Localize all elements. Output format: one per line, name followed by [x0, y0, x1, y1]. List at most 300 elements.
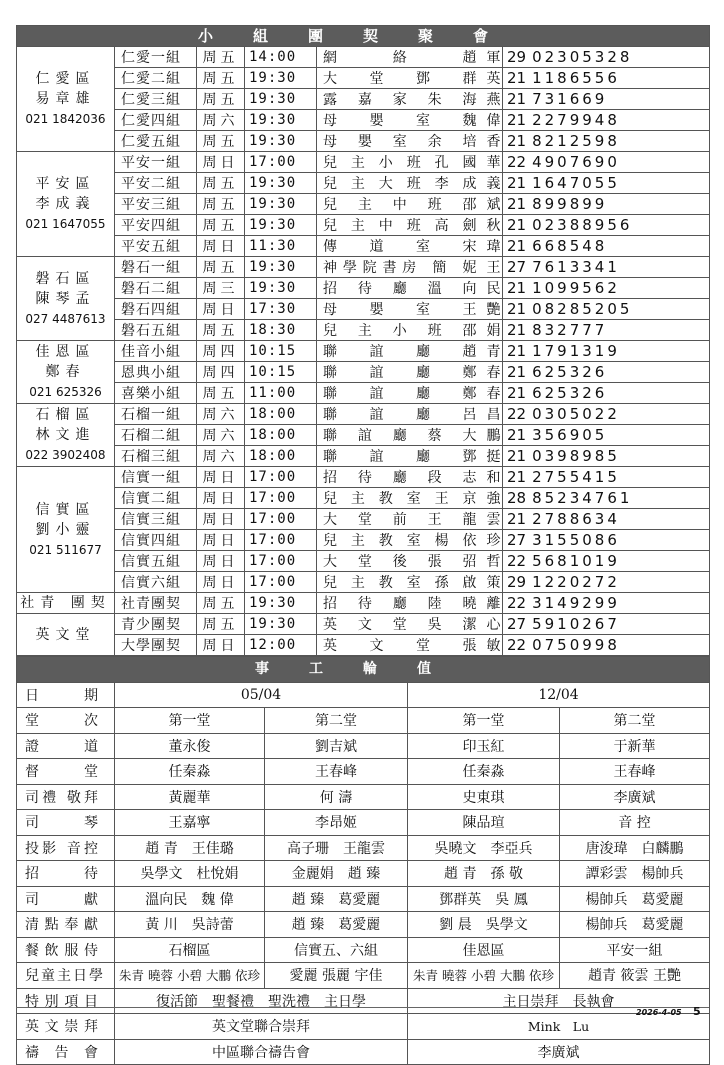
- duty-label: 司琴: [17, 810, 115, 836]
- group-contact: 斌: [483, 194, 503, 215]
- group-name: 磐石五組: [115, 320, 197, 341]
- phone-prefix: 21: [507, 279, 527, 297]
- group-place: 聯 誼 廳 趙: [317, 341, 483, 362]
- phone-number: 1647055: [532, 174, 620, 192]
- group-row: [17, 551, 710, 572]
- group-time: 17:00: [245, 530, 317, 551]
- district-title: 社青 團契: [20, 595, 111, 611]
- group-contact: 鵬: [483, 425, 503, 446]
- group-name: 信實六組: [115, 572, 197, 593]
- bulletin-page: [16, 25, 709, 1065]
- phone-number: 2755415: [532, 468, 620, 486]
- group-time: 19:30: [245, 257, 317, 278]
- group-contact: 英: [483, 68, 503, 89]
- duty-prayer-row: [17, 1039, 710, 1065]
- duty-cell: 佳恩區: [408, 937, 560, 963]
- group-place: 聯 誼 廳 蔡 大: [317, 425, 483, 446]
- group-place: 聯 誼 廳 鄭: [317, 362, 483, 383]
- duty-row: [17, 937, 710, 963]
- district-cell: [17, 257, 115, 341]
- group-place: 母 嬰 室 王: [317, 299, 483, 320]
- duty-label: 清點奉獻: [17, 912, 115, 938]
- phone-prefix: 21: [507, 195, 527, 213]
- group-place: 兒 主 中 班 邵: [317, 194, 483, 215]
- group-name: 仁愛二組: [115, 68, 197, 89]
- phone-number: 2279948: [532, 111, 620, 129]
- footer-rule: [16, 1007, 709, 1008]
- group-phone: [503, 257, 710, 278]
- group-contact: 昌: [483, 404, 503, 425]
- group-row: [17, 68, 710, 89]
- district-phone: 027 4487613: [25, 311, 106, 326]
- groups-header: 小組團契聚會: [17, 26, 710, 47]
- duty-cell: 李廣斌: [560, 784, 710, 810]
- group-row: [17, 488, 710, 509]
- phone-prefix: 27: [507, 531, 527, 549]
- group-name: 仁愛一組: [115, 47, 197, 68]
- group-day: 周日: [197, 551, 245, 572]
- group-day: 周日: [197, 236, 245, 257]
- group-row: [17, 131, 710, 152]
- duty-cell: 趙 青 王佳璐: [115, 835, 265, 861]
- group-day: 周日: [197, 299, 245, 320]
- phone-number: 625326: [532, 384, 608, 402]
- phone-number: 899899: [532, 195, 608, 213]
- duty-cell: 趙青 筱雲 王艷: [560, 963, 710, 989]
- duty-row: [17, 861, 710, 887]
- group-time: 17:00: [245, 152, 317, 173]
- group-time: 19:30: [245, 614, 317, 635]
- group-phone: [503, 341, 710, 362]
- group-contact: 敏: [483, 635, 503, 656]
- group-name: 大學團契: [115, 635, 197, 656]
- group-time: 17:00: [245, 467, 317, 488]
- phone-prefix: 21: [507, 174, 527, 192]
- group-phone: [503, 215, 710, 236]
- district-title: 石榴區: [35, 407, 96, 423]
- district-cell: [17, 47, 115, 152]
- duty-cell: 任秦淼: [115, 759, 265, 785]
- phone-number: 02305328: [532, 48, 633, 66]
- group-name: 平安一組: [115, 152, 197, 173]
- group-day: 周六: [197, 404, 245, 425]
- group-name: 磐石一組: [115, 257, 197, 278]
- phone-prefix: 21: [507, 90, 527, 108]
- duty-cell: 于新華: [560, 733, 710, 759]
- group-place: 兒 主 教 室 王 京: [317, 488, 483, 509]
- english-label: 英文崇拜: [17, 1014, 115, 1040]
- phone-number: 85234761: [532, 489, 633, 507]
- district-leader: 易章雄: [35, 91, 96, 107]
- district-leader: 李成義: [35, 196, 96, 212]
- group-name: 恩典小組: [115, 362, 197, 383]
- duty-cell: 音 控: [560, 810, 710, 836]
- duty-cell: 印玉紅: [408, 733, 560, 759]
- duty-label: 餐飲服侍: [17, 937, 115, 963]
- group-phone: [503, 362, 710, 383]
- group-phone: [503, 593, 710, 614]
- duty-label: 司禮 敬拜: [17, 784, 115, 810]
- duty-cell: 劉 晨 吳學文: [408, 912, 560, 938]
- group-row: [17, 341, 710, 362]
- group-name: 平安四組: [115, 215, 197, 236]
- phone-prefix: 21: [507, 216, 527, 234]
- group-contact: 雲: [483, 509, 503, 530]
- duty-cell: 楊帥兵 葛愛麗: [560, 886, 710, 912]
- duty-cell: 史東琪: [408, 784, 560, 810]
- group-contact: 偉: [483, 110, 503, 131]
- group-contact: 策: [483, 572, 503, 593]
- group-time: 11:00: [245, 383, 317, 404]
- duty-header: 事工輪值: [17, 657, 710, 683]
- group-time: 19:30: [245, 110, 317, 131]
- page-number: 5: [693, 1005, 701, 1018]
- group-phone: [503, 446, 710, 467]
- date-1: 05/04: [115, 682, 408, 708]
- group-day: 周六: [197, 110, 245, 131]
- group-row: [17, 509, 710, 530]
- district-leader: 陳琴孟: [35, 290, 96, 307]
- group-name: 石榴三組: [115, 446, 197, 467]
- group-phone: [503, 509, 710, 530]
- group-day: 周五: [197, 320, 245, 341]
- group-time: 18:30: [245, 320, 317, 341]
- phone-number: 356905: [532, 426, 608, 444]
- group-phone: [503, 89, 710, 110]
- group-phone: [503, 110, 710, 131]
- group-contact: 挺: [483, 446, 503, 467]
- group-place: 兒 主 大 班 李 成: [317, 173, 483, 194]
- group-time: 17:00: [245, 572, 317, 593]
- duty-cell: 朱青 曉蓉 小碧 大鵬 依珍: [115, 963, 265, 989]
- group-phone: [503, 488, 710, 509]
- group-row: [17, 152, 710, 173]
- group-place: 招 待 廳 陸 曉: [317, 593, 483, 614]
- group-name: 青少團契: [115, 614, 197, 635]
- phone-prefix: 21: [507, 69, 527, 87]
- group-place: 兒 主 教 室 孫 啟: [317, 572, 483, 593]
- duty-row: [17, 759, 710, 785]
- group-time: 11:30: [245, 236, 317, 257]
- group-row: [17, 215, 710, 236]
- phone-prefix: 29: [507, 48, 527, 66]
- group-time: 10:15: [245, 341, 317, 362]
- duty-cell: 李昂姬: [265, 810, 408, 836]
- group-phone: [503, 47, 710, 68]
- phone-prefix: 21: [507, 321, 527, 339]
- phone-number: 1186556: [532, 69, 620, 87]
- service-2: 第二堂: [265, 708, 408, 734]
- duty-cell: 愛麗 張麗 宇佳: [265, 963, 408, 989]
- group-name: 佳音小組: [115, 341, 197, 362]
- group-row: [17, 173, 710, 194]
- phone-number: 5681019: [532, 552, 620, 570]
- group-contact: 春: [483, 362, 503, 383]
- duty-english-row: [17, 1014, 710, 1040]
- district-title: 仁愛區: [35, 71, 96, 87]
- group-day: 周五: [197, 215, 245, 236]
- group-row: [17, 47, 710, 68]
- group-day: 周五: [197, 383, 245, 404]
- group-time: 10:15: [245, 362, 317, 383]
- group-row: [17, 383, 710, 404]
- footer-date: 2026-4-05: [636, 1008, 682, 1017]
- group-row: [17, 362, 710, 383]
- group-contact: 民: [483, 278, 503, 299]
- duty-cell: 朱青 曉蓉 小碧 大鵬 依珍: [408, 963, 560, 989]
- group-place: 大 堂 前 王 龍: [317, 509, 483, 530]
- group-place: 母 嬰 室 余 培: [317, 131, 483, 152]
- group-phone: [503, 152, 710, 173]
- group-place: 網 絡 趙: [317, 47, 483, 68]
- group-row: [17, 257, 710, 278]
- group-row: [17, 236, 710, 257]
- group-contact: 軍: [483, 47, 503, 68]
- group-phone: [503, 278, 710, 299]
- group-day: 周五: [197, 194, 245, 215]
- phone-prefix: 22: [507, 552, 527, 570]
- phone-number: 1791319: [532, 342, 620, 360]
- phone-number: 8212598: [532, 132, 620, 150]
- group-row: [17, 278, 710, 299]
- duty-cell: 鄧群英 吳 鳳: [408, 886, 560, 912]
- group-place: 英 文 堂 吳 潔: [317, 614, 483, 635]
- group-day: 周日: [197, 509, 245, 530]
- duty-cell: 石榴區: [115, 937, 265, 963]
- duty-cell: 高子珊 王龍雲: [265, 835, 408, 861]
- duty-cell: 譚彩雲 楊帥兵: [560, 861, 710, 887]
- group-place: 聯 誼 廳 呂: [317, 404, 483, 425]
- phone-prefix: 21: [507, 132, 527, 150]
- group-name: 石榴一組: [115, 404, 197, 425]
- group-day: 周五: [197, 47, 245, 68]
- phone-number: 02388956: [532, 216, 633, 234]
- group-contact: 艷: [483, 299, 503, 320]
- duty-cell: 信實五、六組: [265, 937, 408, 963]
- group-phone: [503, 173, 710, 194]
- group-phone: [503, 194, 710, 215]
- group-phone: [503, 572, 710, 593]
- phone-prefix: 22: [507, 636, 527, 654]
- district-title: 磐石區: [35, 270, 96, 287]
- group-phone: [503, 320, 710, 341]
- phone-prefix: 21: [507, 510, 527, 528]
- groups-table: [16, 25, 710, 656]
- group-contact: 和: [483, 467, 503, 488]
- duty-cell: 金麗娟 趙 臻: [265, 861, 408, 887]
- group-row: [17, 467, 710, 488]
- group-row: [17, 320, 710, 341]
- duty-row: [17, 912, 710, 938]
- group-contact: 離: [483, 593, 503, 614]
- group-phone: [503, 299, 710, 320]
- phone-number: 731669: [532, 90, 608, 108]
- group-day: 周五: [197, 173, 245, 194]
- group-contact: 珍: [483, 530, 503, 551]
- phone-prefix: 21: [507, 447, 527, 465]
- district-cell: [17, 404, 115, 467]
- duty-date-row: [17, 682, 710, 708]
- phone-number: 3149299: [532, 594, 620, 612]
- group-phone: [503, 236, 710, 257]
- district-leader: 林文進: [35, 427, 96, 443]
- group-row: [17, 194, 710, 215]
- group-name: 信實二組: [115, 488, 197, 509]
- group-contact: 哲: [483, 551, 503, 572]
- group-time: 19:30: [245, 593, 317, 614]
- phone-number: 668548: [532, 237, 608, 255]
- phone-prefix: 27: [507, 615, 527, 633]
- district-cell: [17, 593, 115, 614]
- duty-cell: 王春峰: [265, 759, 408, 785]
- phone-number: 3155086: [532, 531, 620, 549]
- district-phone: 021 1842036: [25, 112, 106, 126]
- group-phone: [503, 467, 710, 488]
- group-place: 兒 主 教 室 楊 依: [317, 530, 483, 551]
- group-place: 英 文 堂 張: [317, 635, 483, 656]
- phone-number: 0750998: [532, 636, 620, 654]
- group-contact: 香: [483, 131, 503, 152]
- duty-cell: 陳品瑄: [408, 810, 560, 836]
- duty-special-row: [17, 988, 710, 1014]
- duty-cell: 唐浚瑋 白麟鵬: [560, 835, 710, 861]
- group-place: 聯 誼 廳 鄧: [317, 446, 483, 467]
- group-day: 周五: [197, 593, 245, 614]
- group-day: 周五: [197, 614, 245, 635]
- group-time: 17:30: [245, 299, 317, 320]
- duty-row: [17, 810, 710, 836]
- group-contact: 強: [483, 488, 503, 509]
- group-row: [17, 89, 710, 110]
- group-contact: 春: [483, 383, 503, 404]
- group-phone: [503, 551, 710, 572]
- date-2: 12/04: [408, 682, 710, 708]
- group-row: [17, 530, 710, 551]
- district-leader: 劉小靈: [35, 521, 96, 538]
- group-time: 12:00: [245, 635, 317, 656]
- duty-row: [17, 886, 710, 912]
- group-time: 19:30: [245, 89, 317, 110]
- phone-number: 2788634: [532, 510, 620, 528]
- phone-number: 08285205: [532, 300, 633, 318]
- district-cell: [17, 614, 115, 656]
- district-phone: 021 625326: [29, 385, 102, 399]
- group-time: 19:30: [245, 68, 317, 89]
- group-row: [17, 614, 710, 635]
- group-day: 周日: [197, 572, 245, 593]
- phone-number: 832777: [532, 321, 608, 339]
- duty-label: 證道: [17, 733, 115, 759]
- group-place: 招 待 廳 溫 向: [317, 278, 483, 299]
- group-name: 仁愛四組: [115, 110, 197, 131]
- group-day: 周四: [197, 341, 245, 362]
- group-phone: [503, 614, 710, 635]
- phone-prefix: 21: [507, 426, 527, 444]
- phone-prefix: 21: [507, 384, 527, 402]
- group-day: 周日: [197, 488, 245, 509]
- group-name: 喜樂小組: [115, 383, 197, 404]
- group-name: 信實一組: [115, 467, 197, 488]
- district-title: 平安區: [35, 176, 96, 192]
- group-time: 17:00: [245, 509, 317, 530]
- group-place: 大 堂 鄧 群: [317, 68, 483, 89]
- english-1: 英文堂聯合崇拜: [115, 1014, 408, 1040]
- district-cell: [17, 467, 115, 593]
- group-time: 19:30: [245, 215, 317, 236]
- group-time: 19:30: [245, 131, 317, 152]
- group-contact: 瑋: [483, 236, 503, 257]
- duty-cell: 吳曉文 李亞兵: [408, 835, 560, 861]
- duty-cell: 趙 臻 葛愛麗: [265, 912, 408, 938]
- group-name: 信實五組: [115, 551, 197, 572]
- duty-cell: 吳學文 杜悅娟: [115, 861, 265, 887]
- district-phone: 022 3902408: [25, 448, 106, 462]
- district-cell: [17, 341, 115, 404]
- group-name: 仁愛五組: [115, 131, 197, 152]
- group-day: 周五: [197, 89, 245, 110]
- phone-prefix: 22: [507, 405, 527, 423]
- duty-cell: 王嘉寧: [115, 810, 265, 836]
- group-day: 周三: [197, 278, 245, 299]
- duty-cell: 董永俊: [115, 733, 265, 759]
- group-day: 周五: [197, 131, 245, 152]
- phone-number: 1220272: [532, 573, 620, 591]
- english-2: Mink Lu: [408, 1014, 710, 1040]
- group-day: 周五: [197, 257, 245, 278]
- duty-cell: 平安一組: [560, 937, 710, 963]
- group-row: [17, 404, 710, 425]
- special-1: 復活節 聖餐禮 聖洗禮 主日學: [115, 988, 408, 1014]
- duty-row: [17, 963, 710, 989]
- duty-label: 兒童主日學: [17, 963, 115, 989]
- phone-prefix: 28: [507, 489, 527, 507]
- group-time: 14:00: [245, 47, 317, 68]
- group-contact: 燕: [483, 89, 503, 110]
- group-place: 招 待 廳 段 志: [317, 467, 483, 488]
- phone-prefix: 21: [507, 363, 527, 381]
- group-phone: [503, 425, 710, 446]
- group-name: 平安五組: [115, 236, 197, 257]
- duty-label: 投影 音控: [17, 835, 115, 861]
- group-contact: 秋: [483, 215, 503, 236]
- service-4: 第二堂: [560, 708, 710, 734]
- prayer-1: 中區聯合禱告會: [115, 1039, 408, 1065]
- service-label: 堂次: [17, 708, 115, 734]
- group-place: 聯 誼 廳 鄭: [317, 383, 483, 404]
- group-name: 信實四組: [115, 530, 197, 551]
- group-day: 周六: [197, 425, 245, 446]
- group-time: 18:00: [245, 404, 317, 425]
- phone-prefix: 21: [507, 468, 527, 486]
- duty-cell: 楊帥兵 葛愛麗: [560, 912, 710, 938]
- phone-number: 4907690: [532, 153, 620, 171]
- phone-prefix: 21: [507, 237, 527, 255]
- phone-number: 1099562: [532, 279, 620, 297]
- group-phone: [503, 530, 710, 551]
- group-day: 周五: [197, 68, 245, 89]
- group-row: [17, 425, 710, 446]
- group-phone: [503, 131, 710, 152]
- special-label: 特別項目: [17, 988, 115, 1014]
- group-day: 周日: [197, 152, 245, 173]
- group-day: 周四: [197, 362, 245, 383]
- group-time: 19:30: [245, 173, 317, 194]
- group-row: [17, 110, 710, 131]
- group-time: 18:00: [245, 425, 317, 446]
- duty-cell: 劉吉斌: [265, 733, 408, 759]
- phone-prefix: 21: [507, 342, 527, 360]
- phone-prefix: 27: [507, 258, 527, 276]
